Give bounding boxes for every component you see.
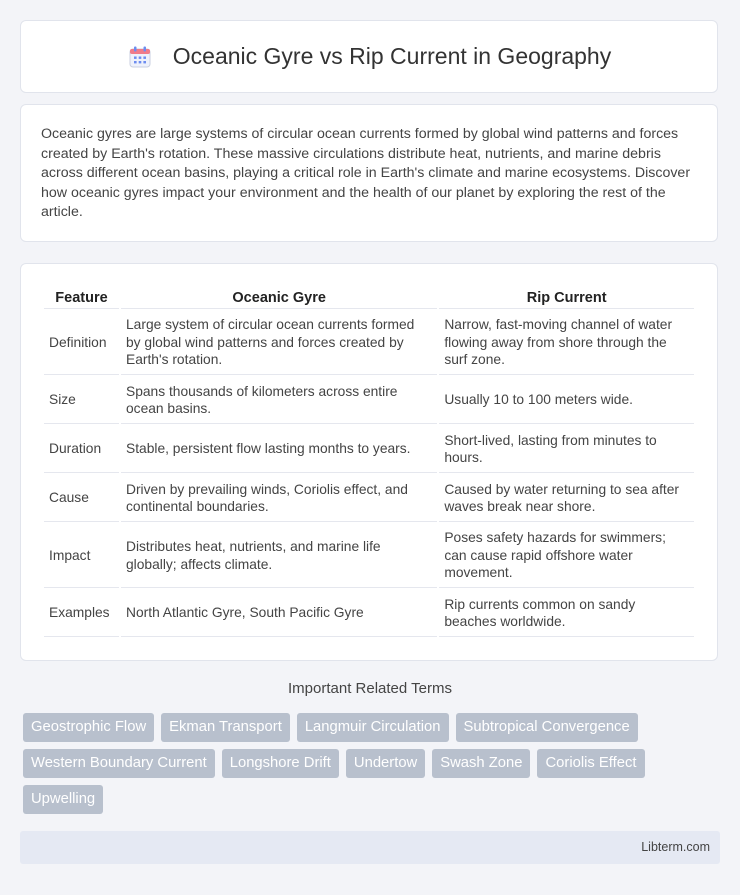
table-row [44, 475, 694, 522]
footer-site-link[interactable]: Libterm.com [641, 840, 710, 854]
related-term-tag[interactable]: Upwelling [23, 785, 103, 814]
page-title: Oceanic Gyre vs Rip Current in Geography [172, 43, 612, 69]
column-header-oceanic-gyre: Oceanic Gyre [121, 285, 437, 309]
row-oceanic-gyre: Spans thousands of kilometers across entire ocean basins. [121, 377, 437, 424]
row-feature: Definition [44, 311, 119, 375]
row-rip-current: Poses safety hazards for swimmers; can cause rapid offshore water movement. [439, 524, 694, 588]
row-feature: Examples [44, 590, 119, 637]
intro-paragraph: Oceanic gyres are large systems of circular ocean currents formed by global wind patterns and forces created by Earth's rotation. These massive circulations distribute heat, nutrients, and marine debris across different ocean basins, playing a critical role in Earth's climate and marine ecosystems. Discover how oceanic gyres impact your environment and the health of our planet by exploring the rest of the article. [20, 104, 718, 242]
related-terms-title: Important Related Terms [288, 680, 452, 697]
row-oceanic-gyre: Large system of circular ocean currents formed by global wind patterns and forces created by Earth's rotation. [121, 311, 437, 375]
related-term-tag[interactable]: Ekman Transport [161, 713, 290, 742]
related-term-tag[interactable]: Undertow [346, 749, 425, 778]
related-terms-list [23, 713, 703, 821]
row-oceanic-gyre: Driven by prevailing winds, Coriolis effect, and continental boundaries. [121, 475, 437, 522]
table-row [44, 524, 694, 588]
comparison-table-card [20, 263, 718, 661]
row-oceanic-gyre: North Atlantic Gyre, South Pacific Gyre [121, 590, 437, 637]
footer [20, 831, 720, 864]
related-term-tag[interactable]: Coriolis Effect [537, 749, 644, 778]
row-feature: Size [44, 377, 119, 424]
row-oceanic-gyre: Stable, persistent flow lasting months to years. [121, 426, 437, 473]
row-feature: Duration [44, 426, 119, 473]
calendar-icon [127, 44, 153, 70]
column-header-feature: Feature [44, 285, 119, 309]
comparison-table [42, 283, 696, 639]
related-term-tag[interactable]: Western Boundary Current [23, 749, 215, 778]
related-term-tag[interactable]: Langmuir Circulation [297, 713, 449, 742]
row-rip-current: Caused by water returning to sea after waves break near shore. [439, 475, 694, 522]
related-term-tag[interactable]: Geostrophic Flow [23, 713, 154, 742]
row-rip-current: Usually 10 to 100 meters wide. [439, 377, 694, 424]
row-oceanic-gyre: Distributes heat, nutrients, and marine life globally; affects climate. [121, 524, 437, 588]
table-row [44, 590, 694, 637]
table-row [44, 426, 694, 473]
row-rip-current: Rip currents common on sandy beaches worldwide. [439, 590, 694, 637]
column-header-rip-current: Rip Current [439, 285, 694, 309]
table-row [44, 311, 694, 375]
header-card [20, 20, 718, 93]
table-row [44, 377, 694, 424]
related-term-tag[interactable]: Subtropical Convergence [456, 713, 638, 742]
row-feature: Cause [44, 475, 119, 522]
row-feature: Impact [44, 524, 119, 588]
related-term-tag[interactable]: Swash Zone [432, 749, 530, 778]
related-term-tag[interactable]: Longshore Drift [222, 749, 339, 778]
table-header-row [44, 285, 694, 309]
row-rip-current: Narrow, fast-moving channel of water flowing away from shore through the surf zone. [439, 311, 694, 375]
row-rip-current: Short-lived, lasting from minutes to hours. [439, 426, 694, 473]
